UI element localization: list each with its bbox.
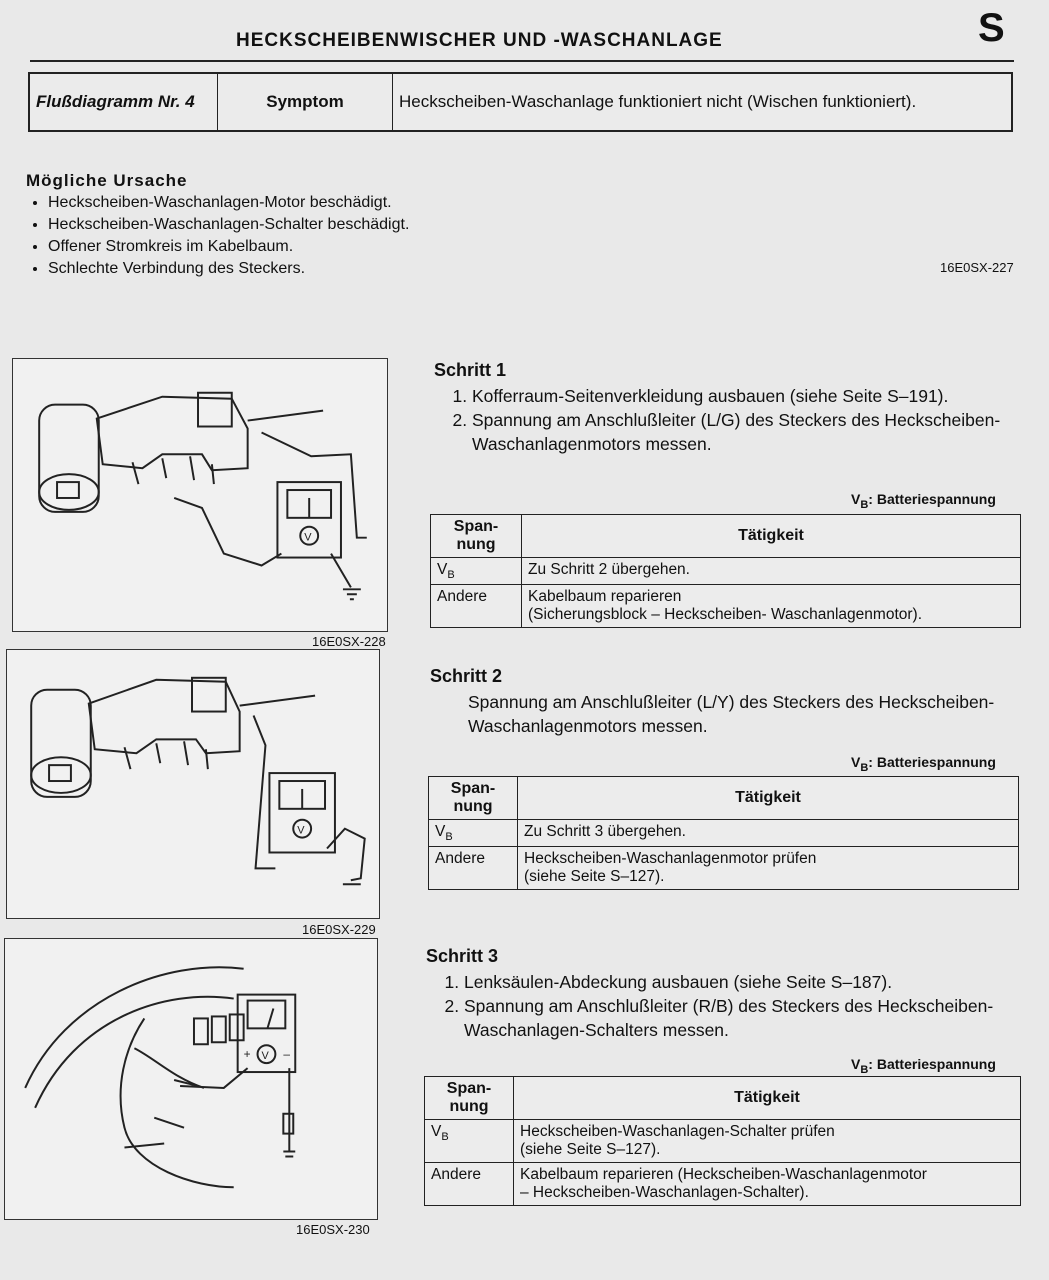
step-2-table — [428, 776, 1019, 890]
table-row — [431, 558, 1021, 585]
figure-code-229: 16E0SX-229 — [302, 922, 376, 937]
step-1-instructions — [434, 384, 1024, 456]
figure-switch-connector — [4, 938, 378, 1220]
svg-text:V: V — [297, 824, 305, 837]
voltage-cell: Andere — [431, 585, 522, 628]
voltage-cell: Andere — [425, 1163, 514, 1206]
voltage-cell: Andere — [429, 847, 518, 890]
action-cell: Kabelbaum reparieren (Sicherungsblock – Heckscheiben- Waschanlagenmotor). — [522, 585, 1021, 628]
cause-item: • Heckscheiben-Waschanlagen-Schalter beschädigt. — [48, 214, 409, 236]
figure-code-230: 16E0SX-230 — [296, 1222, 370, 1237]
action-cell: Zu Schritt 3 übergehen. — [518, 820, 1019, 847]
figure-code-228: 16E0SX-228 — [312, 634, 386, 649]
voltage-cell: $V_B$ — [429, 820, 518, 847]
step-1 — [434, 358, 1024, 456]
step-3-title: Schritt 3 — [426, 946, 499, 966]
possible-causes — [26, 170, 409, 280]
taetigkeit-header: Tätigkeit — [514, 1077, 1021, 1120]
voltage-cell: $V_B$ — [425, 1120, 514, 1163]
voltage-cell: $V_B$ — [431, 558, 522, 585]
vb-note-text: Batteriespannung — [876, 491, 996, 507]
vb-note-sub: B — [860, 498, 869, 511]
causes-title: Mögliche Ursache — [26, 171, 188, 190]
cause-item: • Heckscheiben-Waschanlagen-Motor beschädigt. — [48, 192, 409, 214]
page-title: HECKSCHEIBENWISCHER UND -WASCHANLAGE — [236, 30, 723, 51]
table-row — [425, 1163, 1021, 1206]
vb-note-v: V — [851, 491, 861, 507]
symptom-label: Symptom — [218, 74, 393, 130]
taetigkeit-header: Tätigkeit — [518, 777, 1019, 820]
action-cell: Heckscheiben-Waschanlagen-Schalter prüfen (siehe Seite S–127). — [514, 1120, 1021, 1163]
step-1-item: 2. Spannung am Anschlußleiter (L/G) des Steckers des Heckscheiben-Waschanlagenmotors messen. — [472, 408, 1024, 456]
flow-number-label: Flußdiagramm Nr. 4 — [30, 74, 218, 130]
symptom-text: Heckscheiben-Waschanlage funktioniert nicht (Wischen funktioniert). — [399, 92, 917, 111]
cause-item: • Schlechte Verbindung des Steckers. — [48, 258, 409, 280]
spannung-header: Span- nung — [429, 777, 518, 820]
svg-text:+: + — [243, 1047, 251, 1062]
cause-item: • Offener Stromkreis im Kabelbaum. — [48, 236, 409, 258]
motor-connector-illustration-1 — [13, 359, 387, 631]
section-letter: S — [978, 6, 1005, 50]
action-cell: Heckscheiben-Waschanlagenmotor prüfen (siehe Seite S–127). — [518, 847, 1019, 890]
step-3 — [426, 944, 1022, 1042]
vb-note-1: $V_B$: Batteriespannung — [851, 491, 996, 511]
step-2 — [430, 664, 1020, 738]
table-row — [429, 847, 1019, 890]
table-row — [425, 1120, 1021, 1163]
table-row — [431, 585, 1021, 628]
motor-connector-illustration-2 — [7, 650, 379, 918]
svg-text:V: V — [304, 531, 312, 544]
causes-list — [26, 192, 409, 280]
figure-code-227: 16E0SX-227 — [940, 260, 1014, 275]
table-row — [429, 820, 1019, 847]
spannung-header: Span- nung — [425, 1077, 514, 1120]
figure-motor-connector-2 — [6, 649, 380, 919]
step-2-title: Schritt 2 — [430, 666, 503, 686]
vb-note-2: $V_B$: Batteriespannung — [851, 754, 996, 774]
step-1-title: Schritt 1 — [434, 360, 507, 380]
step-3-instructions — [426, 970, 1022, 1042]
flow-diagram-table — [28, 72, 1013, 132]
figure-motor-connector-1 — [12, 358, 388, 632]
svg-text:–: – — [283, 1047, 290, 1062]
action-cell: Zu Schritt 2 übergehen. — [522, 558, 1021, 585]
step-3-item: 2. Spannung am Anschlußleiter (R/B) des Steckers des Heckscheiben-Waschanlagen-Schalters messen. — [464, 994, 1022, 1042]
step-3-table — [424, 1076, 1021, 1206]
svg-text:V: V — [261, 1050, 269, 1063]
step-2-text: Spannung am Anschlußleiter (L/Y) des Steckers des Heckscheiben-Waschanlagenmotors messen. — [468, 692, 995, 736]
action-cell: Kabelbaum reparieren (Heckscheiben-Waschanlagenmotor – Heckscheiben-Waschanlagen-Schalter). — [514, 1163, 1021, 1206]
taetigkeit-header: Tätigkeit — [522, 515, 1021, 558]
step-1-item: 1. Kofferraum-Seitenverkleidung ausbauen (siehe Seite S–191). — [472, 384, 1024, 408]
spannung-header: Span- nung — [431, 515, 522, 558]
step-1-table — [430, 514, 1021, 628]
switch-connector-illustration — [5, 939, 377, 1219]
vb-note-3: $V_B$: Batteriespannung — [851, 1056, 996, 1076]
header-rule — [30, 60, 1014, 62]
step-3-item: 1. Lenksäulen-Abdeckung ausbauen (siehe Seite S–187). — [464, 970, 1022, 994]
